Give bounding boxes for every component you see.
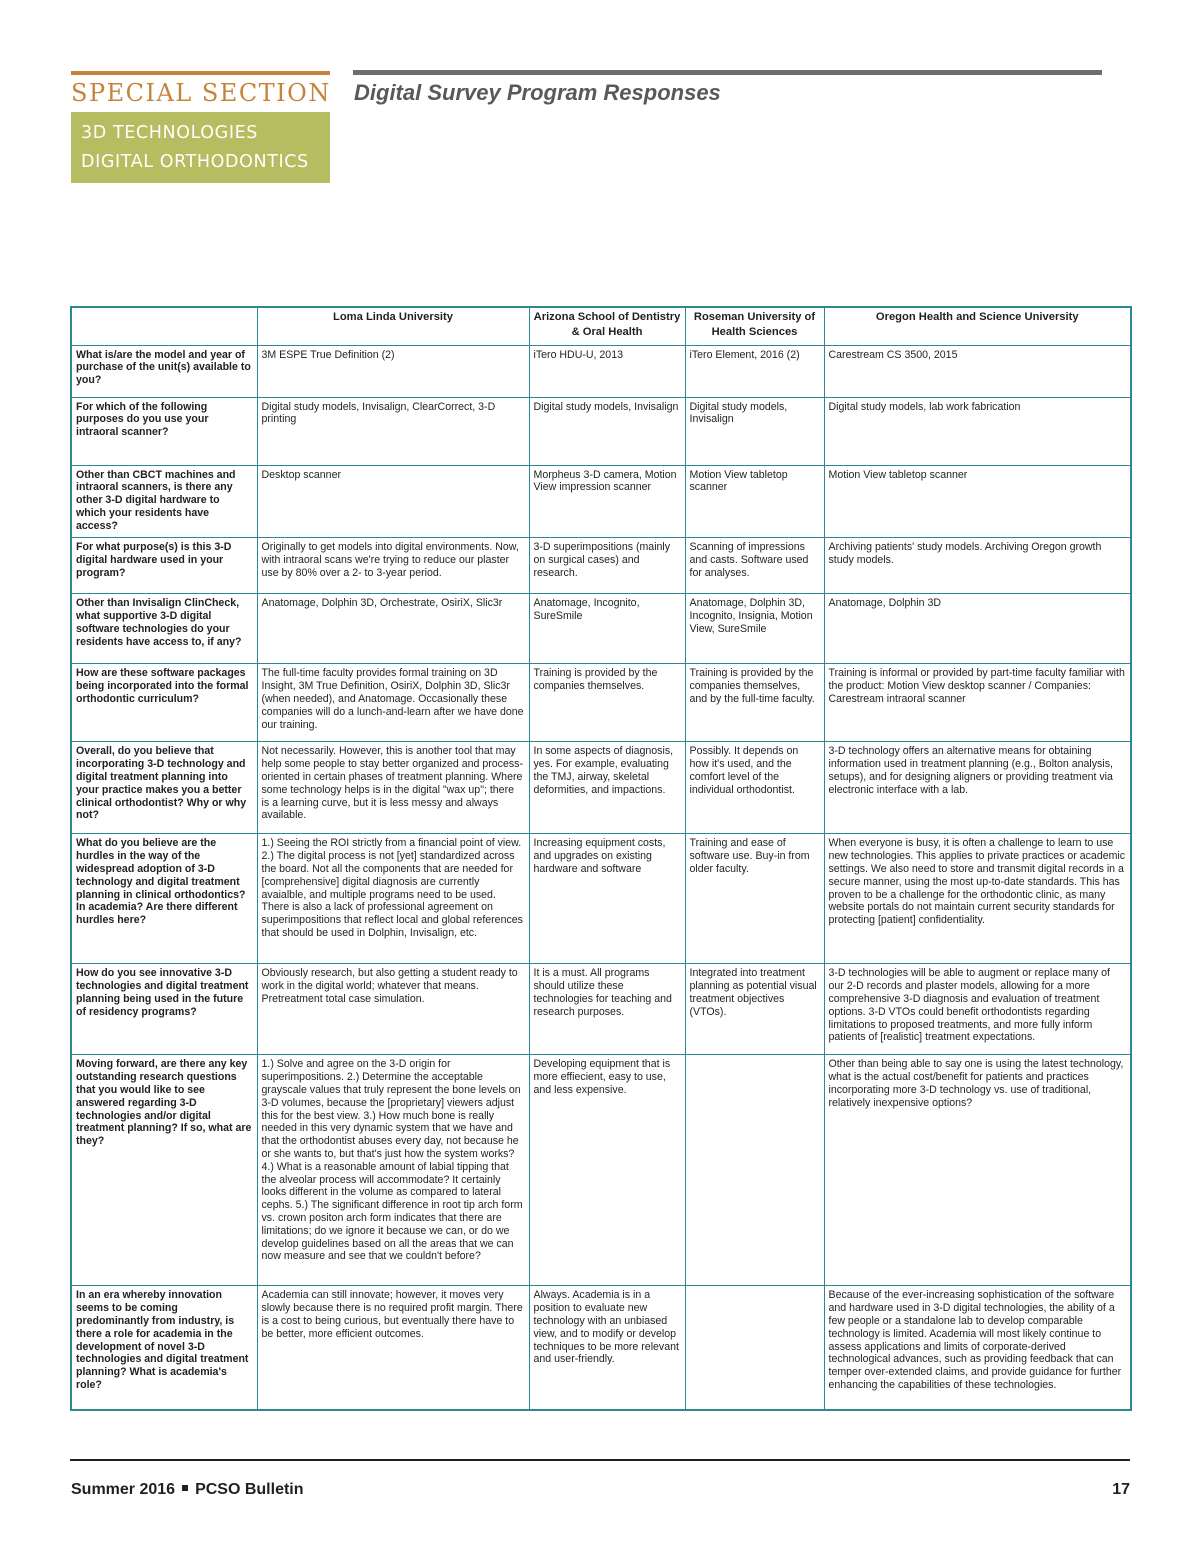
answer-cell-oregon: Digital study models, lab work fabrication	[824, 397, 1131, 465]
answer-cell-loma-linda: The full-time faculty provides formal training on 3D Insight, 3M True Definition, OsiriX, Dolphin 3D, Slic3r (when needed), and Anatomage. Occasionally these companies will do a lunch-and-learn after we have done our training.	[257, 664, 529, 742]
answer-cell-oregon: Archiving patients' study models. Archiving Oregon growth study models.	[824, 538, 1131, 594]
column-header-arizona: Arizona School of Dentistry & Oral Health	[529, 307, 685, 345]
survey-table-body	[71, 345, 1131, 1410]
answer-cell-arizona: Morpheus 3-D camera, Motion View impression scanner	[529, 465, 685, 538]
topic-banner	[71, 112, 330, 183]
answer-cell-arizona: Digital study models, Invisalign	[529, 397, 685, 465]
answer-cell-arizona: iTero HDU-U, 2013	[529, 345, 685, 397]
column-header-oregon: Oregon Health and Science University	[824, 307, 1131, 345]
answer-cell-oregon: When everyone is busy, it is often a challenge to learn to use new technologies. This applies to private practices or academic settings. We also need to store and transmit digital records in a secure manner, using the most up-to-date standards. This has proven to be a challenge for the orthodontic clinic, as many website portals do not maintain current security standards for protecting [patient] confidentiality.	[824, 834, 1131, 964]
bullet-square-icon	[182, 1485, 188, 1491]
table-row	[71, 834, 1131, 964]
table-row	[71, 664, 1131, 742]
answer-cell-loma-linda: Anatomage, Dolphin 3D, Orchestrate, OsiriX, Slic3r	[257, 594, 529, 664]
answer-cell-arizona: Anatomage, Incognito, SureSmile	[529, 594, 685, 664]
answer-cell-roseman	[685, 1055, 824, 1286]
page-number: 17	[1112, 1481, 1130, 1498]
answer-cell-roseman	[685, 1286, 824, 1410]
answer-cell-arizona: Developing equipment that is more effiecient, easy to use, and less expensive.	[529, 1055, 685, 1286]
question-cell: Other than Invisalign ClinCheck, what supportive 3-D digital software technologies do your residents have access to, if any?	[71, 594, 257, 664]
question-cell: Moving forward, are there any key outstanding research questions that you would like to see answered regarding 3-D technologies and/or digital treatment planning? If so, what are they?	[71, 1055, 257, 1286]
answer-cell-loma-linda: Originally to get models into digital environments. Now, with intraoral scans we're trying to reduce our plaster use by 80% over a 2- to 3-year period.	[257, 538, 529, 594]
column-header-empty	[71, 307, 257, 345]
header-accent-rule	[71, 71, 330, 75]
special-section-label: SPECIAL SECTION	[71, 79, 331, 107]
answer-cell-oregon: Carestream CS 3500, 2015	[824, 345, 1131, 397]
answer-cell-oregon: Other than being able to say one is using the latest technology, what is the actual cost/benefit for patients and practices incorporating more 3-D technology vs. use of traditional, relatively inexpensive options?	[824, 1055, 1131, 1286]
answer-cell-roseman: Digital study models, Invisalign	[685, 397, 824, 465]
answer-cell-loma-linda: Academia can still innovate; however, it moves very slowly because there is no required profit margin. There is a cost to being curious, but eventually there have to be better, more efficient outcomes.	[257, 1286, 529, 1410]
answer-cell-arizona: It is a must. All programs should utilize these technologies for teaching and research purposes.	[529, 964, 685, 1055]
answer-cell-arizona: Increasing equipment costs, and upgrades on existing hardware and software	[529, 834, 685, 964]
table-row	[71, 397, 1131, 465]
answer-cell-loma-linda: Not necessarily. However, this is another tool that may help some people to stay better organized and process-oriented in certain phases of treatment planning. Where some technology helps is in the digital "wax up"; there is a learning curve, but it is less messy and always available.	[257, 742, 529, 834]
table-row	[71, 345, 1131, 397]
answer-cell-roseman: Possibly. It depends on how it's used, and the comfort level of the individual orthodontist.	[685, 742, 824, 834]
question-cell: How are these software packages being incorporated into the formal orthodontic curriculum?	[71, 664, 257, 742]
survey-table	[70, 306, 1132, 1411]
question-cell: In an era whereby innovation seems to be coming predominantly from industry, is there a role for academia in the development of novel 3-D technologies and digital treatment planning? What is academia's role?	[71, 1286, 257, 1410]
table-row	[71, 538, 1131, 594]
table-header-row	[71, 307, 1131, 345]
answer-cell-loma-linda: Obviously research, but also getting a student ready to work in the digital world; whatever that means. Pretreatment total case simulation.	[257, 964, 529, 1055]
answer-cell-loma-linda: 3M ESPE True Definition (2)	[257, 345, 529, 397]
answer-cell-roseman: Scanning of impressions and casts. Software used for analyses.	[685, 538, 824, 594]
answer-cell-roseman: Motion View tabletop scanner	[685, 465, 824, 538]
answer-cell-arizona: 3-D superimpositions (mainly on surgical cases) and research.	[529, 538, 685, 594]
answer-cell-arizona: Always. Academia is in a position to evaluate new technology with an unbiased view, and to modify or develop techniques to be more relevant and user-friendly.	[529, 1286, 685, 1410]
answer-cell-roseman: Training and ease of software use. Buy-in from older faculty.	[685, 834, 824, 964]
table-row	[71, 964, 1131, 1055]
table-row	[71, 465, 1131, 538]
answer-cell-roseman: iTero Element, 2016 (2)	[685, 345, 824, 397]
footer-issue-info	[71, 1481, 304, 1499]
answer-cell-oregon: Anatomage, Dolphin 3D	[824, 594, 1131, 664]
question-cell: Other than CBCT machines and intraoral scanners, is there any other 3-D digital hardware to which your residents have access?	[71, 465, 257, 538]
question-cell: What is/are the model and year of purchase of the unit(s) available to you?	[71, 345, 257, 397]
question-cell: How do you see innovative 3-D technologies and digital treatment planning being used in the future of residency programs?	[71, 964, 257, 1055]
answer-cell-roseman: Integrated into treatment planning as potential visual treatment objectives (VTOs).	[685, 964, 824, 1055]
footer-issue: Summer 2016	[71, 1481, 176, 1498]
column-header-loma-linda: Loma Linda University	[257, 307, 529, 345]
question-cell: For which of the following purposes do you use your intraoral scanner?	[71, 397, 257, 465]
answer-cell-oregon: Motion View tabletop scanner	[824, 465, 1131, 538]
topic-line-1: 3D TECHNOLOGIES	[81, 123, 258, 143]
answer-cell-loma-linda: Desktop scanner	[257, 465, 529, 538]
table-row	[71, 1055, 1131, 1286]
question-cell: Overall, do you believe that incorporating 3-D technology and digital treatment planning into your practice makes you a better clinical orthodontist? Why or why not?	[71, 742, 257, 834]
page-title: Digital Survey Program Responses	[354, 80, 721, 105]
table-row	[71, 742, 1131, 834]
answer-cell-arizona: In some aspects of diagnosis, yes. For example, evaluating the TMJ, airway, skeletal deformities, and impactions.	[529, 742, 685, 834]
footer-rule	[70, 1459, 1130, 1461]
answer-cell-roseman: Anatomage, Dolphin 3D, Incognito, Insignia, Motion View, SureSmile	[685, 594, 824, 664]
table-row	[71, 1286, 1131, 1410]
question-cell: For what purpose(s) is this 3-D digital hardware used in your program?	[71, 538, 257, 594]
answer-cell-loma-linda: 1.) Seeing the ROI strictly from a financial point of view. 2.) The digital process is not [yet] standardized across the board. Not all the components that are needed for [comprehensive] digital diagnosis are currently avaialble, and multiple programs need to be used. There is also a lack of professional agreement on superimpositions that reflect local and global references that should be used in Dolphin, Invisalign, etc.	[257, 834, 529, 964]
column-header-roseman: Roseman University of Health Sciences	[685, 307, 824, 345]
answer-cell-roseman: Training is provided by the companies themselves, and by the full-time faculty.	[685, 664, 824, 742]
answer-cell-loma-linda: Digital study models, Invisalign, ClearCorrect, 3-D printing	[257, 397, 529, 465]
answer-cell-oregon: Because of the ever-increasing sophistication of the software and hardware used in 3-D digital technologies, the ability of a few people or a standalone lab to develop comparable technology is limited. Academia will most likely continue to assess applications and limits of corporate-derived technological advances, such as providing feedback that can temper over-extended claims, and provide guidance for further enhancing the capabilities of these technologies.	[824, 1286, 1131, 1410]
footer-publication: PCSO Bulletin	[195, 1481, 304, 1498]
header-title-rule	[353, 70, 1102, 75]
question-cell: What do you believe are the hurdles in the way of the widespread adoption of 3-D technology and digital treatment planning in clinical orthodontics? In academia? Are there different hurdles here?	[71, 834, 257, 964]
answer-cell-arizona: Training is provided by the companies themselves.	[529, 664, 685, 742]
answer-cell-loma-linda: 1.) Solve and agree on the 3-D origin for superimpositions. 2.) Determine the acceptable grayscale values that truly represent the bone levels on 3-D volumes, because the [proprietary] viewers adjust this for the best view. 3.) How much bone is really needed in this very dynamic system that we have and that the orthodontist abuses every day, not because he or she wants to, but that's just how the system works? 4.) What is a reasonable amount of labial tipping that the alveolar process will accommodate? It certainly looks different in the volume as compared to lateral cephs. 5.) The significant difference in root tip arch form vs. crown positon arch form indicates that there are limitations; do we ignore it because we can, or do we develop guidelines based on all the areas that we can now measure and see that we couldn't before?	[257, 1055, 529, 1286]
answer-cell-oregon: 3-D technologies will be able to augment or replace many of our 2-D records and plaster models, allowing for a more comprehensive 3-D diagnosis and evaluation of treatment options. 3-D VTOs could benefit orthodontists regarding limitations to proposed treatments, and more fully inform patients of [realistic] treatment expectations.	[824, 964, 1131, 1055]
answer-cell-oregon: 3-D technology offers an alternative means for obtaining information used in treatment planning (e.g., Bolton analysis, setups), and for designing aligners or providing treatment via electronic interface with a lab.	[824, 742, 1131, 834]
topic-line-2: DIGITAL ORTHODONTICS	[81, 152, 309, 172]
table-row	[71, 594, 1131, 664]
answer-cell-oregon: Training is informal or provided by part-time faculty familiar with the product: Motion View desktop scanner / Companies: Carestream intraoral scanner	[824, 664, 1131, 742]
